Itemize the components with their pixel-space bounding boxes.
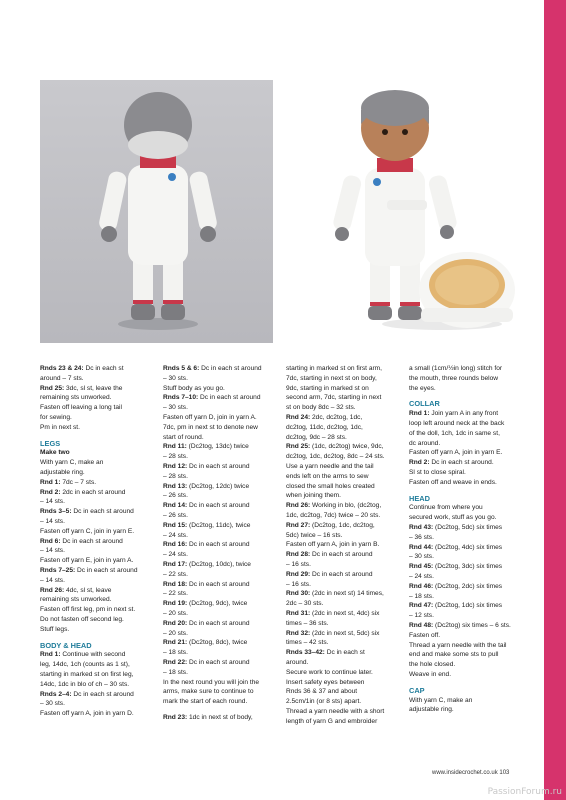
pattern-line: around – 7 sts. <box>40 374 84 382</box>
round-label: Rnd 21: <box>163 639 188 647</box>
pattern-line: a small (1cm/½in long) stitch for <box>409 365 503 372</box>
pattern-line: Fasten off yarn A, join in yarn E. <box>409 449 503 457</box>
pattern-line: 7dc, pm in next st to denote new <box>163 423 258 431</box>
pattern-line: Rnd 44: (Dc2tog, 4dc) six times <box>409 543 503 551</box>
pattern-line: Fasten off. <box>409 631 441 639</box>
pattern-line: Continue from where you <box>409 504 483 512</box>
pattern-line: dc2tog, 1dc, dc2tog, 8dc – 24 sts. <box>286 453 385 461</box>
pattern-line: – 16 sts. <box>286 560 311 568</box>
round-label: Rnd 47: <box>409 602 434 610</box>
round-label: Rnd 1: <box>40 651 61 659</box>
pattern-line: starting in marked st on first leg, <box>40 670 134 678</box>
round-label: Rnd 26: <box>40 586 65 594</box>
pattern-line: Stuff legs. <box>40 625 70 633</box>
pattern-line: – 30 sts. <box>163 404 188 412</box>
pattern-line: Rnds 36 & 37 and about <box>286 688 358 696</box>
footer-site: www.insidecrochet.co.uk <box>432 770 498 776</box>
pattern-line: Rnd 6: Dc in each st around <box>40 537 123 545</box>
pattern-line: starting in marked st on first arm, <box>286 365 383 372</box>
pattern-line: – 26 sts. <box>163 511 188 519</box>
pattern-line: – 24 sts. <box>163 531 188 539</box>
pattern-line: Fasten off yarn D, join in yarn A. <box>163 413 257 421</box>
pattern-line: Fasten off and weave in ends. <box>409 478 497 486</box>
round-label: Rnds 7–10: <box>163 394 199 402</box>
pattern-line: ends left on the arms to sew <box>286 472 369 480</box>
round-label: Rnd 1: <box>40 478 61 486</box>
pattern-line: start of round. <box>163 433 204 441</box>
pattern-line: Sl st to close spiral. <box>409 468 466 476</box>
round-label: Rnd 31: <box>286 609 311 617</box>
pattern-line: – 14 sts. <box>40 576 65 584</box>
column-2 <box>163 364 282 726</box>
pattern-line: With yarn C, make an <box>40 459 104 467</box>
round-label: Rnd 15: <box>163 521 188 529</box>
pattern-line: 2.5cm/1in (or 8 sts) apart. <box>286 698 362 706</box>
pattern-line: Secure work to continue later. <box>286 668 373 676</box>
section-heading: CAP <box>409 685 425 695</box>
round-label: Rnd 13: <box>163 482 188 490</box>
pattern-line: Rnd 45: (Dc2tog, 3dc) six times <box>409 563 503 571</box>
pattern-line: Rnd 1: Continue with second <box>40 651 126 659</box>
pattern-line: – 20 sts. <box>163 629 188 637</box>
pattern-line: Fasten off yarn A, join in yarn D. <box>40 710 134 718</box>
round-label: Rnd 44: <box>409 543 434 551</box>
instruction-note: Make two <box>40 449 70 457</box>
section-heading: LEGS <box>40 438 61 448</box>
round-label: Rnds 2–4: <box>40 690 72 698</box>
pattern-line: dc2tog, 11dc, dc2tog, 1dc, <box>286 423 363 431</box>
round-label: Rnd 2: <box>40 488 61 496</box>
pattern-line: Rnd 48: (Dc2tog) six times – 6 sts. <box>409 621 511 629</box>
round-label: Rnd 25: <box>286 443 311 451</box>
round-label: Rnd 28: <box>286 551 311 559</box>
round-label: Rnd 32: <box>286 629 311 637</box>
pattern-line: – 16 sts. <box>286 580 311 588</box>
pattern-line: end and make some sts to pull <box>409 651 499 659</box>
pattern-line: the eyes. <box>409 384 436 392</box>
round-label: Rnd 25: <box>40 384 65 392</box>
pattern-line: secured work, stuff as you go. <box>409 514 497 522</box>
pattern-line: 7dc, starting in next st on body, <box>286 374 377 382</box>
round-label: Rnd 23: <box>163 713 188 721</box>
pattern-line: Weave in end. <box>409 670 452 678</box>
pattern-line: Rnd 27: (Dc2tog, 1dc, dc2tog, <box>286 521 375 529</box>
pattern-line: With yarn C, make an <box>409 696 473 704</box>
pattern-line: – 14 sts. <box>40 547 65 555</box>
pattern-line: Rnd 1: Join yarn A in any front <box>409 410 499 418</box>
pattern-line: mark the start of each round. <box>163 698 248 706</box>
round-label: Rnds 3–5: <box>40 508 72 516</box>
round-label: Rnd 45: <box>409 563 434 571</box>
pattern-line: Rnd 25: (1dc, dc2tog) twice, 9dc, <box>286 443 384 451</box>
pattern-line <box>40 448 159 458</box>
pattern-line: Insert safety eyes between <box>286 678 365 686</box>
pattern-line: Rnd 24: 2dc, dc2tog, 1dc, <box>286 413 363 421</box>
pattern-line: Rnds 33–42: Dc in each st <box>286 649 365 657</box>
round-label: Rnd 11: <box>163 443 187 451</box>
pattern-line: Rnd 18: Dc in each st around <box>163 580 250 588</box>
pattern-line: Rnds 5 & 6: Dc in each st around <box>163 365 262 372</box>
pattern-line: Rnd 46: (Dc2tog, 2dc) six times <box>409 582 503 590</box>
pattern-line: length of yarn G and embroider <box>286 717 378 725</box>
round-label: Rnd 22: <box>163 658 188 666</box>
pattern-line: when joining them. <box>286 492 341 500</box>
pattern-line: second arm, 7dc, starting in next <box>286 394 382 402</box>
pattern-line: – 20 sts. <box>163 609 188 617</box>
pattern-line: st on body 8dc – 32 sts. <box>286 404 356 412</box>
pattern-line: Rnd 20: Dc in each st around <box>163 619 250 627</box>
section-heading: COLLAR <box>409 399 440 409</box>
pattern-line: Rnd 47: (Dc2tog, 1dc) six times <box>409 602 503 610</box>
pattern-line: 14dc, 1dc in blo of ch – 30 sts. <box>40 680 130 688</box>
pattern-line: Thread a yarn needle with the tail <box>409 641 507 649</box>
round-label: Rnd 1: <box>409 410 430 418</box>
pattern-line: dc2tog, 9dc – 28 sts. <box>286 433 347 441</box>
pattern-line: Rnd 2: 2dc in each st around <box>40 488 126 496</box>
pattern-line: – 26 sts. <box>163 492 188 500</box>
column-1 <box>40 364 159 726</box>
pattern-line: Use a yarn needle and the tail <box>286 462 374 470</box>
pattern-line: Rnd 11: (Dc2tog, 13dc) twice <box>163 443 249 451</box>
pattern-line: Rnd 14: Dc in each st around <box>163 502 250 510</box>
pattern-line: 9dc, starting in marked st on <box>286 384 369 392</box>
pattern-line: – 30 sts. <box>163 374 188 382</box>
pattern-line: times – 36 sts. <box>286 619 329 627</box>
section-heading: HEAD <box>409 493 430 503</box>
pattern-line: – 14 sts. <box>40 498 65 506</box>
pattern-line: Rnd 25: 3dc, sl st, leave the <box>40 384 123 392</box>
page-edge-tab <box>544 0 566 800</box>
pattern-line: adjustable ring. <box>40 468 85 476</box>
round-label: Rnd 29: <box>286 570 311 578</box>
round-label: Rnd 20: <box>163 619 188 627</box>
photo-doll-front-with-helmet <box>287 80 524 343</box>
pattern-line: Rnd 21: (Dc2tog, 8dc), twice <box>163 639 248 647</box>
pattern-line: Stuff body as you go. <box>163 384 225 392</box>
pattern-line: for sewing. <box>40 413 72 421</box>
pattern-line: Rnd 26: 4dc, sl st, leave <box>40 586 112 594</box>
pattern-line: the hole closed. <box>409 661 456 669</box>
round-label: Rnd 17: <box>163 560 188 568</box>
pattern-line: Fasten off yarn C, join in yarn E. <box>40 527 135 535</box>
pattern-line: Rnd 23: 1dc in next st of body, <box>163 713 253 721</box>
pattern-line: – 12 sts. <box>409 612 434 620</box>
round-label: Rnd 14: <box>163 502 188 510</box>
pattern-line: Fasten off leaving a long tail <box>40 404 122 412</box>
round-label: Rnd 43: <box>409 523 434 531</box>
pattern-line: 2dc – 30 sts. <box>286 600 324 608</box>
pattern-line: Fasten off first leg, pm in next st. <box>40 606 136 614</box>
pattern-line: adjustable ring. <box>409 706 454 714</box>
section-heading: BODY & HEAD <box>40 640 92 650</box>
pattern-line: the mouth, three rounds below <box>409 374 499 382</box>
pattern-line: arms, make sure to continue to <box>163 688 254 696</box>
round-label: Rnd 27: <box>286 521 311 529</box>
round-label: Rnd 6: <box>40 537 61 545</box>
pattern-line: – 24 sts. <box>163 551 188 559</box>
pattern-line: Rnds 2–4: Dc in each st around <box>40 690 134 698</box>
column-3 <box>286 364 405 726</box>
round-label: Rnd 16: <box>163 541 188 549</box>
pattern-line: Rnd 1: 7dc – 7 sts. <box>40 478 97 486</box>
column-4 <box>409 364 528 726</box>
footer-page-number: 103 <box>499 770 510 776</box>
pattern-line: – 22 sts. <box>163 590 188 598</box>
pattern-line: Rnd 17: (Dc2tog, 10dc), twice <box>163 560 251 568</box>
round-label: Rnd 24: <box>286 413 311 421</box>
pattern-line: – 14 sts. <box>40 517 65 525</box>
pattern-line: closed the small holes created <box>286 482 375 490</box>
pattern-columns <box>40 364 530 726</box>
round-label: Rnds 5 & 6: <box>163 365 200 372</box>
pattern-line: 5dc) twice – 16 sts. <box>286 531 343 539</box>
round-label: Rnd 30: <box>286 590 311 598</box>
pattern-line: leg, 14dc, 1ch (counts as 1 st), <box>40 661 130 669</box>
pattern-line: Rnd 16: Dc in each st around <box>163 541 250 549</box>
pattern-line: Rnd 19: (Dc2tog, 9dc), twice <box>163 600 248 608</box>
pattern-line: Rnd 26: Working in blo, (dc2tog, <box>286 502 382 510</box>
pattern-line: – 24 sts. <box>409 572 434 580</box>
round-label: Rnd 12: <box>163 462 188 470</box>
round-label: Rnd 19: <box>163 600 188 608</box>
pattern-line: – 18 sts. <box>163 649 188 657</box>
pattern-line: Rnd 15: (Dc2tog, 11dc), twice <box>163 521 251 529</box>
pattern-line: Rnds 7–10: Dc in each st around <box>163 394 261 402</box>
pattern-line: around. <box>286 658 309 666</box>
pattern-line: of the doll, 1ch, 1dc in same st, <box>409 429 500 437</box>
pattern-line: Rnd 22: Dc in each st around <box>163 658 250 666</box>
pattern-line: – 18 sts. <box>409 592 434 600</box>
pattern-line: Rnds 7–25: Dc in each st around <box>40 566 138 574</box>
pattern-line: Rnd 31: (2dc in next st, 4dc) six <box>286 609 380 617</box>
photo-doll-back <box>40 80 273 343</box>
round-label: Rnds 23 & 24: <box>40 365 84 372</box>
pattern-line: Rnds 3–5: Dc in each st around <box>40 508 134 516</box>
watermark: PassionForum.ru <box>487 787 562 797</box>
pattern-line: Do not fasten off second leg. <box>40 615 124 623</box>
pattern-line: – 30 sts. <box>40 700 65 708</box>
page-footer <box>432 770 509 776</box>
pattern-line: times – 42 sts. <box>286 639 329 647</box>
round-label: Rnds 33–42: <box>286 649 325 657</box>
pattern-line: Rnd 13: (Dc2tog, 12dc) twice <box>163 482 250 490</box>
pattern-line: Rnd 32: (2dc in next st, 5dc) six <box>286 629 380 637</box>
pattern-line: remaining sts unworked. <box>40 596 112 604</box>
pattern-line: Fasten off yarn A, join in yarn B. <box>286 541 380 549</box>
pattern-line: – 22 sts. <box>163 570 188 578</box>
pattern-line: dc around. <box>409 439 441 447</box>
pattern-line: Rnd 30: (2dc in next st) 14 times, <box>286 590 384 598</box>
pattern-line: – 28 sts. <box>163 453 188 461</box>
pattern-line: – 36 sts. <box>409 533 434 541</box>
round-label: Rnd 2: <box>409 459 430 467</box>
pattern-line: Rnd 2: Dc in each st around. <box>409 459 494 467</box>
pattern-line: – 30 sts. <box>409 553 434 561</box>
round-label: Rnd 46: <box>409 582 434 590</box>
round-label: Rnds 7–25: <box>40 566 76 574</box>
round-label: Rnd 26: <box>286 502 311 510</box>
pattern-line: Rnd 29: Dc in each st around <box>286 570 373 578</box>
round-label: Rnd 18: <box>163 580 188 588</box>
pattern-line: Fasten off yarn E, join in yarn A. <box>40 557 134 565</box>
pattern-line: Thread a yarn needle with a short <box>286 707 385 715</box>
round-label: Rnd 48: <box>409 621 434 629</box>
pattern-line: – 28 sts. <box>163 472 188 480</box>
pattern-line: remaining sts unworked. <box>40 394 112 402</box>
pattern-line: Rnd 28: Dc in each st around <box>286 551 373 559</box>
pattern-line: Rnd 12: Dc in each st around <box>163 462 250 470</box>
pattern-line: 1dc, dc2tog, 7dc) twice – 20 sts. <box>286 511 381 519</box>
pattern-line: loop left around neck at the back <box>409 419 505 427</box>
pattern-line: – 18 sts. <box>163 668 188 676</box>
pattern-line: In the next round you will join the <box>163 678 260 686</box>
pattern-line: Pm in next st. <box>40 423 80 431</box>
pattern-line: Rnds 23 & 24: Dc in each st <box>40 365 124 372</box>
pattern-line: Rnd 43: (Dc2tog, 5dc) six times <box>409 523 503 531</box>
